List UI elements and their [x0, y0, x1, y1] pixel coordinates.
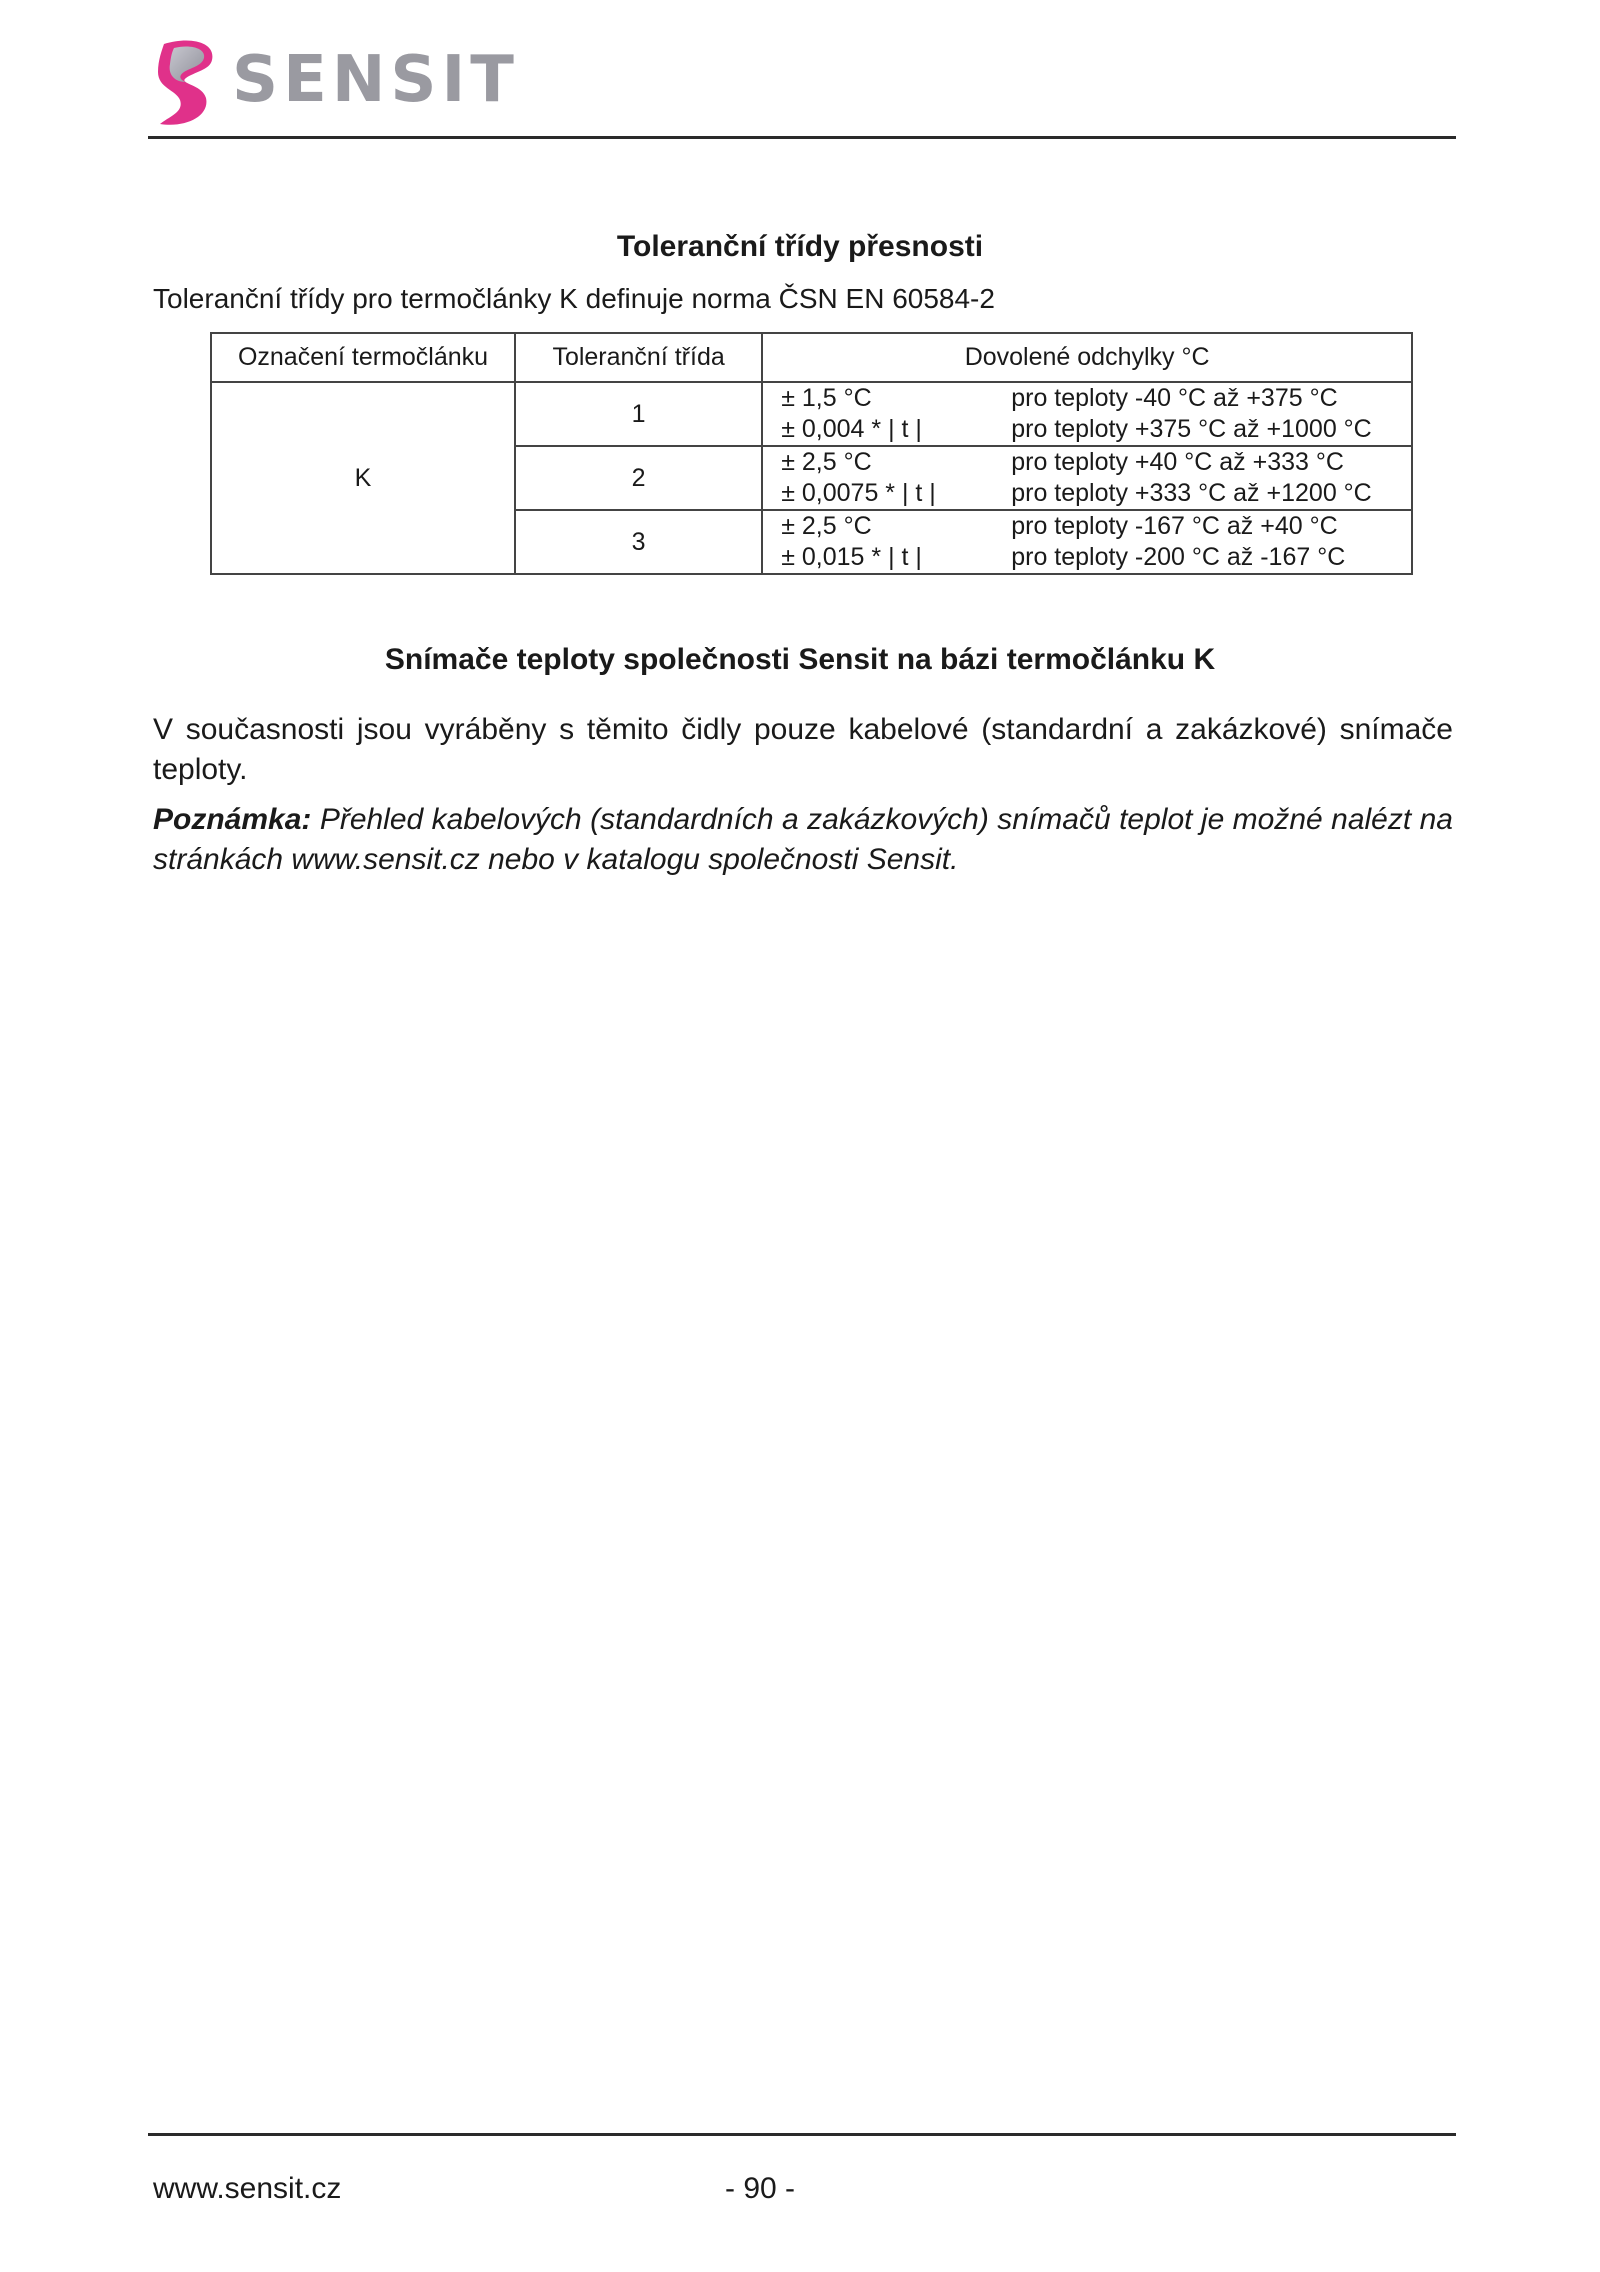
table-row	[211, 382, 1412, 446]
tolerance-value: ± 0,004 * | t |	[781, 415, 922, 443]
tolerance-class-cell: 2	[515, 446, 762, 510]
table-header-row	[211, 333, 1412, 382]
deviation-cell	[762, 382, 1412, 446]
header-tolerance-class: Toleranční třída	[515, 333, 762, 382]
temperature-range: pro teploty -40 °C až +375 °C	[1011, 384, 1338, 412]
section-title-sensors: Snímače teploty společnosti Sensit na bázi termočlánku K	[384, 643, 1216, 676]
sensit-logo-mark-icon	[150, 38, 222, 130]
tolerance-class-cell: 3	[515, 510, 762, 574]
section-title-tolerance: Toleranční třídy přesnosti	[616, 230, 984, 263]
deviation-cell	[762, 510, 1412, 574]
temperature-range: pro teploty -200 °C až -167 °C	[1011, 543, 1346, 571]
footer-url: www.sensit.cz	[153, 2172, 342, 2205]
logo-wordmark: SENSIT	[232, 43, 519, 117]
tolerance-value: ± 1,5 °C	[781, 384, 872, 412]
header-allowed-deviation: Dovolené odchylky °C	[762, 333, 1412, 382]
note-label: Poznámka:	[153, 803, 312, 836]
tolerance-table	[210, 332, 1413, 575]
temperature-range: pro teploty +40 °C až +333 °C	[1011, 448, 1344, 476]
tolerance-value: ± 0,015 * | t |	[781, 543, 922, 571]
page-number: - 90 -	[725, 2172, 796, 2205]
header-thermocouple-type: Označení termočlánku	[211, 333, 515, 382]
deviation-cell	[762, 446, 1412, 510]
thermocouple-type-cell: K	[211, 382, 515, 574]
sensit-logo	[150, 38, 519, 130]
section-intro: Toleranční třídy pro termočlánky K definuje norma ČSN EN 60584-2	[153, 283, 995, 314]
tolerance-class-cell: 1	[515, 382, 762, 446]
temperature-range: pro teploty -167 °C až +40 °C	[1011, 512, 1338, 540]
note-paragraph	[153, 800, 1453, 880]
temperature-range: pro teploty +333 °C až +1200 °C	[1011, 479, 1372, 507]
tolerance-value: ± 0,0075 * | t |	[781, 479, 936, 507]
tolerance-value: ± 2,5 °C	[781, 448, 872, 476]
header-rule	[148, 136, 1456, 139]
footer-rule	[148, 2133, 1456, 2136]
temperature-range: pro teploty +375 °C až +1000 °C	[1011, 415, 1372, 443]
note-text: Přehled kabelových (standardních a zakázkových) snímačů teplot je možné nalézt na stránkách www.sensit.cz nebo v katalogu společnosti Sensit.	[153, 803, 1453, 876]
sensors-paragraph: V současnosti jsou vyráběny s těmito čidly pouze kabelové (standardní a zakázkové) snímače teploty.	[153, 713, 1453, 786]
tolerance-value: ± 2,5 °C	[781, 512, 872, 540]
